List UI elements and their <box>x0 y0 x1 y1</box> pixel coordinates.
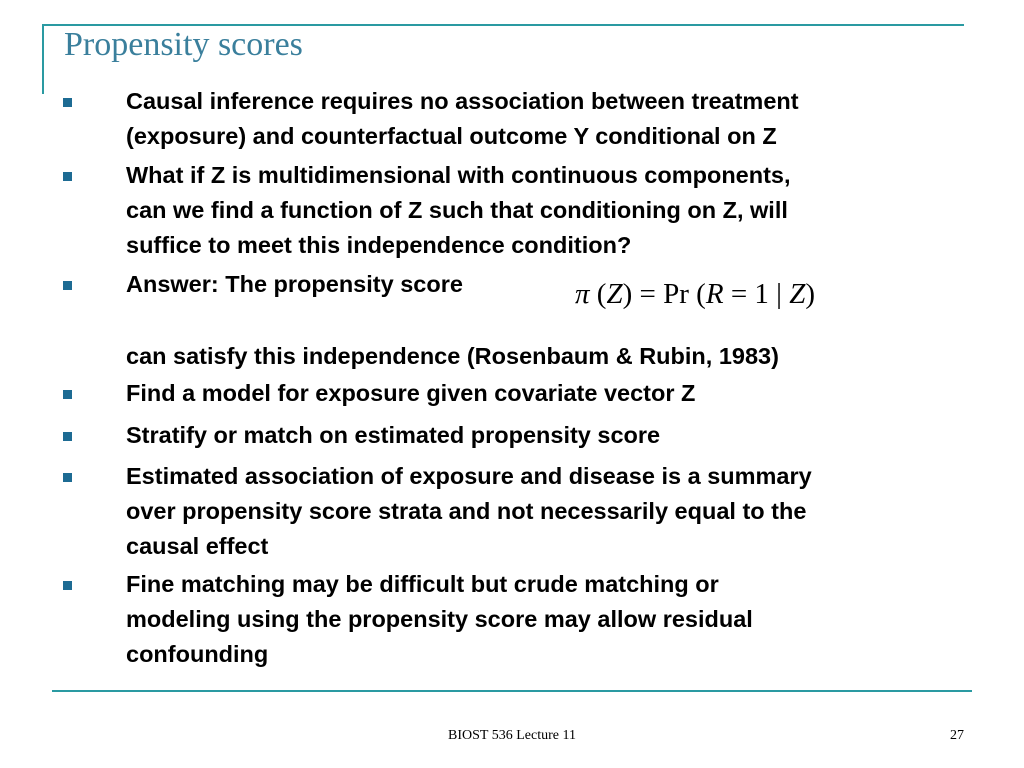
footer-text: BIOST 536 Lecture 11 <box>448 728 576 743</box>
bullet-line: What if Z is multidimensional with continuous components, <box>126 162 791 188</box>
square-bullet-icon <box>63 98 72 107</box>
bullet-line: causal effect <box>126 533 269 559</box>
bullet-line: Causal inference requires no association between treatment <box>126 88 799 114</box>
bullet-line: over propensity score strata and not necessarily equal to the <box>126 498 807 524</box>
formula-operator: = <box>632 278 664 310</box>
slide-title: Propensity scores <box>64 26 303 63</box>
square-bullet-icon <box>63 432 72 441</box>
bullet-text <box>126 418 966 453</box>
square-bullet-icon <box>63 390 72 399</box>
bullet-text <box>126 459 966 564</box>
bottom-rule <box>52 690 972 692</box>
propensity-score-formula <box>575 278 815 311</box>
formula-function: Pr <box>663 278 689 310</box>
formula-variable: Z <box>789 278 806 310</box>
formula-paren: ) <box>805 278 816 310</box>
bullet-line: modeling using the propensity score may allow residual <box>126 606 753 632</box>
page-number: 27 <box>950 728 964 743</box>
formula-variable: R <box>705 278 724 310</box>
formula-paren: ) <box>622 278 633 310</box>
bullet-text <box>126 267 966 302</box>
bullet-line: Find a model for exposure given covariate vector Z <box>126 380 696 406</box>
formula-variable: Z <box>606 278 623 310</box>
formula-operator: | <box>768 278 790 310</box>
square-bullet-icon <box>63 473 72 482</box>
formula-operator: = <box>723 278 755 310</box>
bullet-line: Estimated association of exposure and disease is a summary <box>126 463 812 489</box>
bullet-text <box>126 567 966 672</box>
formula-pi: π <box>575 278 590 310</box>
bullet-text <box>126 376 966 411</box>
square-bullet-icon <box>63 172 72 181</box>
bullet-text <box>126 158 966 263</box>
square-bullet-icon <box>63 581 72 590</box>
formula-paren: ( <box>688 278 706 310</box>
bullet-line: can we find a function of Z such that conditioning on Z, will <box>126 197 788 223</box>
bullet-line: suffice to meet this independence condition? <box>126 232 632 258</box>
square-bullet-icon <box>63 281 72 290</box>
bullet-text <box>126 84 966 154</box>
bullet-line: (exposure) and counterfactual outcome Y conditional on Z <box>126 123 777 149</box>
bullet-continuation-text: can satisfy this independence (Rosenbaum & Rubin, 1983) <box>126 343 779 369</box>
formula-paren: ( <box>589 278 607 310</box>
bullet-line: Stratify or match on estimated propensity score <box>126 422 661 448</box>
bullet-line: confounding <box>126 641 269 667</box>
left-rule <box>42 24 44 94</box>
formula-constant: 1 <box>754 278 769 310</box>
bullet-line: Answer: The propensity score <box>126 271 463 297</box>
bullet-line: Fine matching may be difficult but crude matching or <box>126 571 719 597</box>
